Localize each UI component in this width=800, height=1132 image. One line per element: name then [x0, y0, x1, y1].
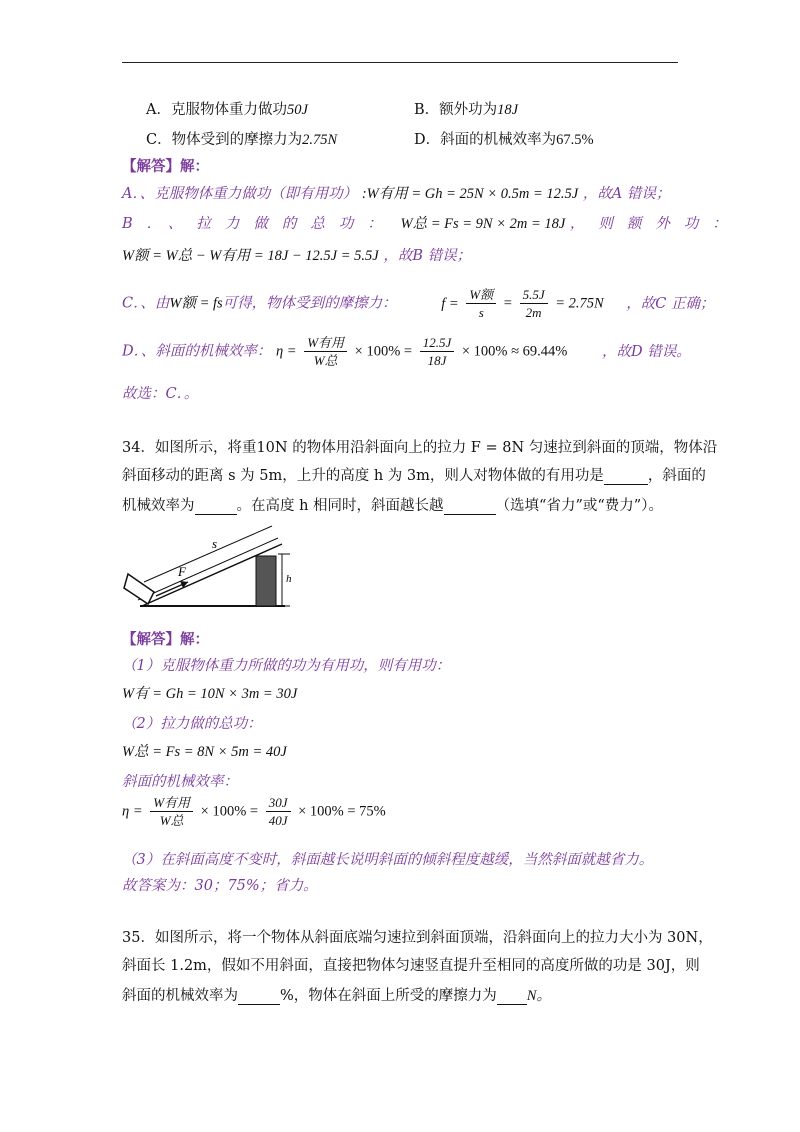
option-c [146, 128, 337, 149]
answer-b-end: ，则额外功： [569, 216, 741, 232]
option-c-text: C．物体受到的摩擦力为 [146, 132, 303, 148]
option-d-value: 67.5% [556, 132, 594, 148]
answer2-efficiency [122, 794, 386, 829]
answer2-frac1: $\frac{\text{W有用}}{\text{W总}}$ [150, 794, 193, 829]
answer-d-head: D．、斜面的机械效率： [122, 343, 272, 360]
answer-b-equation: W总 = Fs = 9N × 2m = 18J [400, 216, 566, 232]
answer2-result: × 100% = 75% [298, 803, 386, 820]
answer2-final: 故答案为：30；75%；省力。 [122, 878, 318, 894]
answer-a-equation: :W有用 = Gh = 25N × 0.5m = 12.5J [361, 186, 579, 202]
answer-a-end: ，故A 错误； [582, 186, 671, 202]
answer-c-head: C．、由 [122, 295, 170, 312]
answer-b-equation2: W额 = W总 − W有用 = 18J − 12.5J = 5.5J [122, 248, 379, 264]
q34-line3-mid: 。在高度 h 相同时，斜面越长越 [236, 498, 444, 514]
q34-line1: 34．如图所示，将重10N 的物体用沿斜面向上的拉力 F = 8N 匀速拉到斜面的顶端，物体沿 [122, 440, 718, 456]
answer2-mid: × 100% = [200, 803, 259, 820]
option-c-value: 2.75N [302, 132, 338, 148]
q35-line3-end: N。 [526, 988, 551, 1004]
label-h: h [286, 573, 292, 585]
q35-line3-mid: %，物体在斜面上所受的摩擦力为 [280, 988, 497, 1004]
q34-line2-text: 斜面移动的距离 s 为 5m，上升的高度 h 为 3m，则人对物体做的有用功是 [122, 468, 604, 484]
answer-c-result: = 2.75N [555, 295, 604, 312]
q35-line1: 35．如图所示，将一个物体从斜面底端匀速拉到斜面顶端，沿斜面向上的拉力大小为 30N， [122, 930, 713, 946]
answer2-part4: （3）在斜面高度不变时，斜面越长说明斜面的倾斜程度越缓，当然斜面就越省力。 [122, 852, 654, 868]
answer-b-line [122, 212, 741, 233]
option-b [414, 98, 518, 119]
distance-line [144, 526, 272, 582]
answer2-eq2: W总 = Fs = 8N × 5m = 40J [122, 744, 287, 760]
answer-b-line2 [122, 244, 471, 265]
answer2-eta: η = [122, 803, 143, 820]
q35-line3 [122, 984, 551, 1005]
q35-blank-1 [238, 988, 280, 1005]
answer-a-text: A．、克服物体重力做功（即有用功） [122, 186, 358, 202]
answer-b-head: B．、拉力做的总功： [122, 216, 396, 232]
answer-c-f: f = [441, 295, 459, 312]
answer-d-line [122, 334, 691, 369]
q35-line2: 斜面长 1.2m，假如不用斜面，直接把物体匀速竖直提升至相同的高度所做的功是 30J，则 [122, 958, 700, 974]
label-s: s [212, 536, 218, 551]
answer2-header: 【解答】解： [122, 631, 209, 648]
answer-d-frac1: $\frac{\text{W有用}}{\text{W总}}$ [304, 334, 347, 369]
option-a-text: A．克服物体重力做功 [146, 102, 287, 118]
option-b-value: 18J [497, 102, 519, 118]
q34-blank-3 [444, 498, 496, 515]
option-d-text: D．斜面的机械效率为 [414, 132, 557, 148]
answer2-part1: （1）克服物体重力所做的功为有用功，则有用功： [122, 658, 451, 674]
answer-d-eta: η = [275, 343, 297, 360]
answer-c-frac1: $\frac{\text{W额}}{s}$ [466, 286, 496, 321]
q35-blank-2 [497, 988, 527, 1005]
option-b-text: B．额外功为 [414, 102, 498, 118]
option-d [414, 128, 594, 149]
option-a [146, 98, 308, 119]
option-a-value: 50J [286, 102, 308, 118]
answer-d-end: ，故D 错误。 [602, 343, 691, 360]
answer-d-frac2: $\frac{12.5J}{18J}$ [420, 334, 455, 369]
answer-c-equation: W额 = fs [169, 295, 223, 312]
answer-c-line: C．、由W额 = fs可得，物体受到的摩擦力： f = $\frac{\text{W额}}{s}$ = $\frac{5.5J}{2m}$ = 2.75N ，故C 正确； [122, 287, 715, 320]
q34-blank-1 [604, 468, 648, 485]
answer-c-mid: 可得，物体受到的摩擦力： [222, 295, 397, 312]
answer-final: 故选：C．。 [122, 386, 199, 402]
q34-line2 [122, 464, 706, 485]
label-f: F [178, 564, 186, 579]
q35-line3-text: 斜面的机械效率为 [122, 988, 238, 1004]
header-rule [122, 62, 678, 63]
answer2-part2: （2）拉力做的总功： [122, 716, 262, 732]
answer-c-end: ，故C 正确； [626, 295, 715, 312]
incline-figure [120, 518, 310, 622]
answer-b-end2: ，故B 错误； [383, 248, 472, 264]
support-block [256, 556, 276, 606]
answer2-part3: 斜面的机械效率： [122, 774, 238, 790]
answer-header: 【解答】解： [122, 158, 209, 175]
answer-c-frac2: $\frac{5.5J}{2m}$ [520, 286, 548, 321]
q34-blank-2 [195, 498, 237, 515]
q34-line3-end: （选填“省力”或“费力”）。 [495, 498, 663, 514]
q34-line2-end: ，斜面的 [647, 468, 706, 484]
answer-d-result: × 100% ≈ 69.44% [461, 343, 568, 360]
answer-a-line [122, 182, 670, 203]
answer2-frac2: $\frac{30J}{40J}$ [266, 794, 291, 829]
answer-d-mid: × 100% = [354, 343, 413, 360]
q34-line3 [122, 494, 663, 515]
answer2-eq1: W有 = Gh = 10N × 3m = 30J [122, 686, 298, 702]
q34-line3-text: 机械效率为 [122, 498, 195, 514]
